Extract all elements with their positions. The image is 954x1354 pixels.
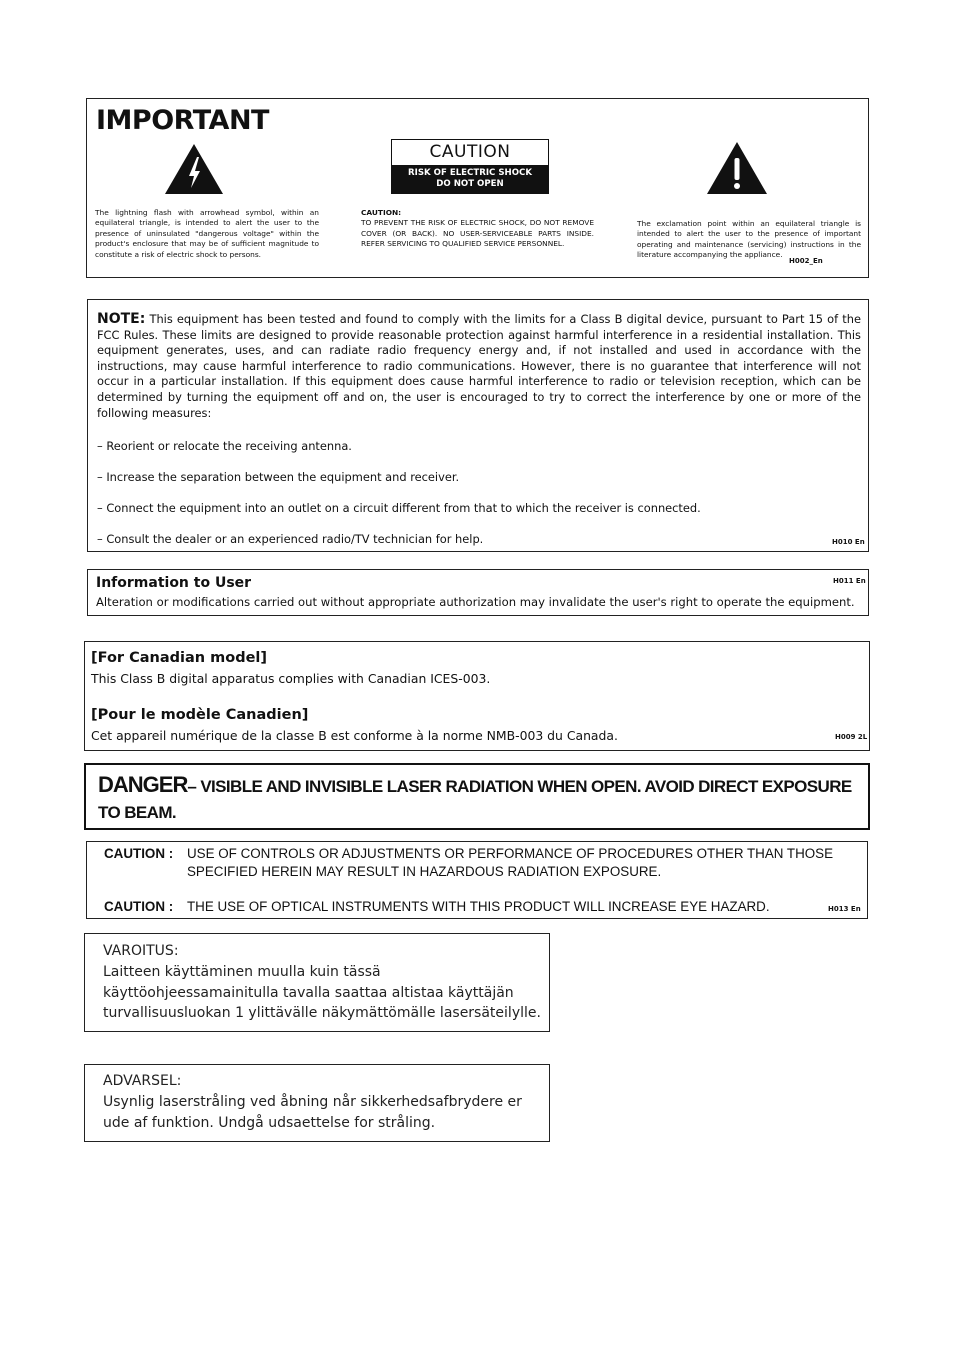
fcc-note-box xyxy=(87,299,869,552)
exclamation-warning-icon xyxy=(706,141,768,195)
caution-sign-word: CAUTION xyxy=(429,142,511,162)
finnish-line: VAROITUS: xyxy=(103,943,179,959)
info-heading: Information to User xyxy=(96,575,252,591)
danger-message: – VISIBLE AND INVISIBLE LASER RADIATION WHEN OPEN. AVOID DIRECT EXPOSURE TO BEAM. xyxy=(98,777,852,822)
caution-sign-band xyxy=(392,165,548,193)
danger-text xyxy=(98,772,862,826)
caution-sign xyxy=(391,139,549,194)
canada-text-en: This Class B digital apparatus complies with Canadian ICES-003. xyxy=(91,671,491,686)
info-to-user-box xyxy=(87,569,869,616)
measure-item: – Reorient or relocate the receiving antenna. xyxy=(97,439,352,453)
laser-caution-box xyxy=(86,841,868,919)
laser-caution-text: USE OF CONTROLS OR ADJUSTMENTS OR PERFORMANCE OF PROCEDURES OTHER THAN THOSE xyxy=(187,846,834,861)
laser-caution-text: SPECIFIED HEREIN MAY RESULT IN HAZARDOUS RADIATION EXPOSURE. xyxy=(187,864,662,879)
canada-code: H009 2L xyxy=(835,733,868,741)
note-lead: NOTE: xyxy=(97,311,146,327)
measure-item: – Increase the separation between the equipment and receiver. xyxy=(97,470,460,484)
caution-sign-line1: RISK OF ELECTRIC SHOCK xyxy=(408,168,532,178)
note-body: This equipment has been tested and found to comply with the limits for a Class B digital device, pursuant to Part 15 of the FCC Rules. These limits are designed to provide reasonable protection against harmful interference in a residential installation. This equipment generates, uses, and can radiate radio frequency energy and, if not installed and used in accordance with the instructions, may cause harmful interference to radio communications. However, there is no guarantee that interference will not occur in a particular installation. If this equipment does cause harmful interference to radio or television reception, which can be determined by turning the equipment off and on, the user is encouraged to try to correct the interference by one or more of the following measures: xyxy=(97,312,861,420)
exclamation-text: The exclamation point within an equilateral triangle is intended to alert the user to the presence of important operating and maintenance (servicing) instructions in the literature accompanying the appliance. xyxy=(637,219,861,260)
important-code: H002_En xyxy=(789,257,823,265)
info-code: H011 En xyxy=(833,577,866,585)
canada-heading-fr: [Pour le modèle Canadien] xyxy=(91,707,309,723)
measure-item: – Consult the dealer or an experienced radio/TV technician for help. xyxy=(97,532,484,546)
note-code: H010 En xyxy=(832,538,865,546)
danish-line: ADVARSEL: xyxy=(103,1073,182,1089)
finnish-line: käyttöohjeessamainitulla tavalla saattaa altistaa käyttäjän xyxy=(103,984,514,1001)
lightning-description: The lightning flash with arrowhead symbol, within an equilateral triangle, is intended to alert the user to the presence of uninsulated "dangerous voltage" within the product's enclosure that may be of sufficient magnitude to constitute a risk of electric shock to persons. xyxy=(95,208,319,259)
danish-line: ude af funktion. Undgå udsaettelse for stråling. xyxy=(103,1114,436,1131)
canadian-model-box xyxy=(84,641,870,751)
exclamation-description xyxy=(637,219,861,261)
caution-sign-line2: DO NOT OPEN xyxy=(436,179,504,189)
danger-box xyxy=(84,763,870,830)
laser-caution-label: CAUTION : xyxy=(104,846,174,861)
danger-word: DANGER xyxy=(98,772,188,797)
danish-line: Usynlig laserstråling ved åbning når sikkerhedsafbrydere er xyxy=(103,1093,522,1110)
canada-text-fr: Cet appareil numérique de la classe B est conforme à la norme NMB-003 du Canada. xyxy=(91,728,618,743)
laser-code: H013 En xyxy=(828,905,861,913)
laser-caution-text: THE USE OF OPTICAL INSTRUMENTS WITH THIS PRODUCT WILL INCREASE EYE HAZARD. xyxy=(187,899,770,914)
caution-text: TO PREVENT THE RISK OF ELECTRIC SHOCK, DO NOT REMOVE COVER (OR BACK). NO USER-SERVICEABLE PARTS INSIDE. REFER SERVICING TO QUALIFIED SERVICE PERSONNEL. xyxy=(361,218,594,249)
laser-caution-label: CAUTION : xyxy=(104,899,174,914)
caution-heading: CAUTION: xyxy=(361,208,402,217)
danish-warning-box xyxy=(84,1064,550,1142)
fcc-note-text xyxy=(97,312,861,421)
measure-item: – Connect the equipment into an outlet on a circuit different from that to which the receiver is connected. xyxy=(97,501,701,515)
danish-text xyxy=(103,1071,522,1133)
canada-heading-en: [For Canadian model] xyxy=(91,650,268,666)
finnish-warning-box xyxy=(84,933,550,1032)
finnish-line: turvallisuusluokan 1 ylittävälle näkymättömälle lasersäteilylle. xyxy=(103,1005,541,1022)
lightning-warning-icon xyxy=(164,143,224,195)
important-title: IMPORTANT xyxy=(96,105,269,136)
finnish-line: Laitteen käyttäminen muulla kuin tässä xyxy=(103,963,381,980)
finnish-text xyxy=(103,941,541,1024)
info-text: Alteration or modifications carried out without appropriate authorization may invalidate the user's right to operate the equipment. xyxy=(96,595,855,609)
caution-description xyxy=(361,208,594,250)
important-box xyxy=(86,98,869,278)
